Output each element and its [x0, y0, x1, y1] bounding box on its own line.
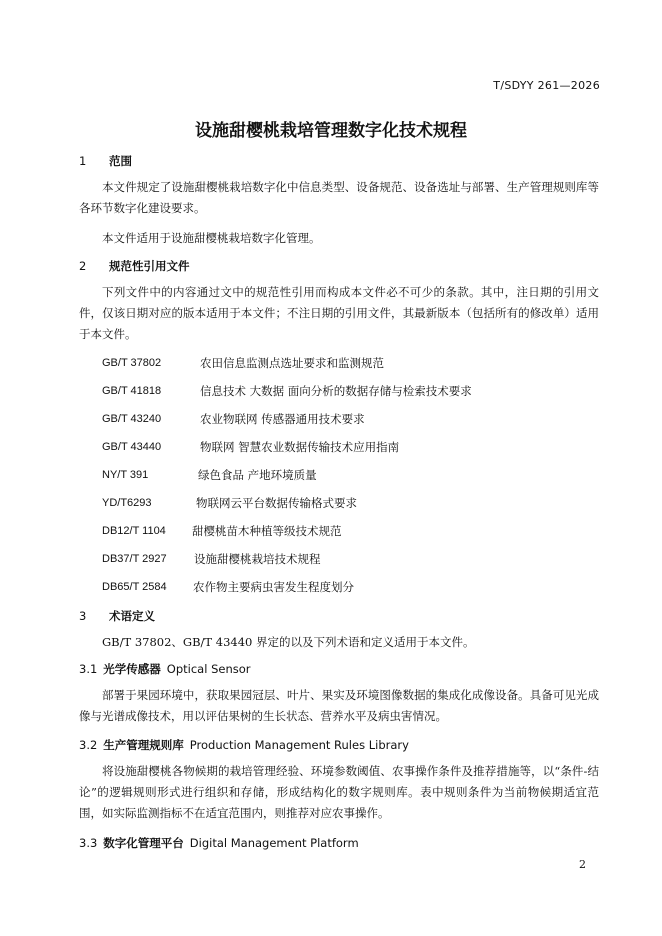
reference-code: GB/T 41818 — [102, 385, 162, 397]
reference-title: 农田信息监测点选址要求和监测规范 — [200, 356, 384, 370]
paragraph: 本文件适用于设施甜樱桃栽培数字化管理。 — [102, 231, 321, 245]
section-title: 规范性引用文件 — [109, 259, 190, 273]
reference-item — [102, 467, 148, 481]
reference-item — [102, 439, 161, 453]
reference-code: YD/T6293 — [102, 497, 152, 509]
section-heading-scope — [79, 153, 132, 169]
term-number: 3.3 — [79, 836, 98, 850]
section-title: 范围 — [109, 154, 132, 168]
term-zh: 光学传感器 — [103, 662, 161, 676]
reference-title: 农业物联网 传感器通用技术要求 — [200, 412, 365, 426]
reference-code: DB37/T 2927 — [102, 553, 167, 565]
document-title: 设施甜樱桃栽培管理数字化技术规程 — [195, 121, 467, 141]
term-zh: 生产管理规则库 — [103, 738, 184, 752]
paragraph: 下列文件中的内容通过文中的规范性引用而构成本文件必不可少的条款。其中，注日期的引用文件，仅该日期对应的版本适用于本文件；不注日期的引用文件，其最新版本（包括所有的修改单）适用于本文件。 — [79, 285, 599, 341]
reference-title: 物联网 智慧农业数据传输技术应用指南 — [200, 440, 400, 454]
section-title: 术语定义 — [109, 609, 155, 623]
term-number: 3.2 — [79, 738, 98, 752]
reference-title: 信息技术 大数据 面向分析的数据存储与检索技术要求 — [200, 384, 472, 398]
reference-item — [102, 355, 161, 369]
reference-item — [102, 579, 167, 593]
reference-code: GB/T 37802 — [102, 357, 162, 369]
section-heading-terms — [79, 608, 155, 624]
section-heading-normative-references — [79, 258, 190, 274]
reference-code: DB12/T 1104 — [102, 525, 166, 537]
standard-code: T/SDYY 261—2026 — [493, 79, 600, 92]
reference-item — [102, 495, 152, 509]
reference-title: 物联网云平台数据传输格式要求 — [196, 496, 357, 510]
reference-title: 甜樱桃苗木种植等级技术规范 — [192, 524, 342, 538]
term-definition: 部署于果园环境中，获取果园冠层、叶片、果实及环境图像数据的集成化成像设备。具备可见光成像与光谱成像技术，用以评估果树的生长状态、营养水平及病虫害情况。 — [79, 688, 599, 723]
reference-code: DB65/T 2584 — [102, 581, 167, 593]
page-number: 2 — [579, 858, 586, 871]
reference-title: 绿色食品 产地环境质量 — [198, 468, 317, 482]
term-zh: 数字化管理平台 — [103, 836, 184, 850]
term-en: Production Management Rules Library — [189, 738, 409, 752]
section-number: 3 — [79, 609, 87, 623]
reference-title: 设施甜樱桃栽培技术规程 — [194, 552, 321, 566]
reference-code: NY/T 391 — [102, 469, 149, 481]
term-definition: 将设施甜樱桃各物候期的栽培管理经验、环境参数阈值、农事操作条件及推荐措施等，以“条件-结论”的逻辑规则形式进行组织和存储，形成结构化的数字规则库。表中规则条件为当前物候期适宜范围，如实际监测指标不在适宜范围内，则推荐对应农事操作。 — [79, 764, 599, 820]
term-heading-optical-sensor — [79, 661, 251, 677]
term-heading-digital-platform — [79, 835, 359, 851]
section-number: 1 — [79, 154, 87, 168]
section-number: 2 — [79, 259, 87, 273]
reference-item — [102, 411, 161, 425]
paragraph: 本文件规定了设施甜樱桃栽培数字化中信息类型、设备规范、设备选址与部署、生产管理规则库等各环节数字化建设要求。 — [79, 180, 599, 215]
reference-item — [102, 523, 166, 537]
reference-code: GB/T 43440 — [102, 441, 162, 453]
term-number: 3.1 — [79, 662, 98, 676]
reference-item — [102, 551, 167, 565]
paragraph: GB/T 37802、GB/T 43440 界定的以及下列术语和定义适用于本文件。 — [102, 635, 475, 649]
term-heading-rules-library — [79, 737, 409, 753]
term-en: Optical Sensor — [166, 662, 251, 676]
reference-item — [102, 383, 161, 397]
reference-code: GB/T 43240 — [102, 413, 162, 425]
reference-title: 农作物主要病虫害发生程度划分 — [193, 580, 354, 594]
term-en: Digital Management Platform — [189, 836, 359, 850]
